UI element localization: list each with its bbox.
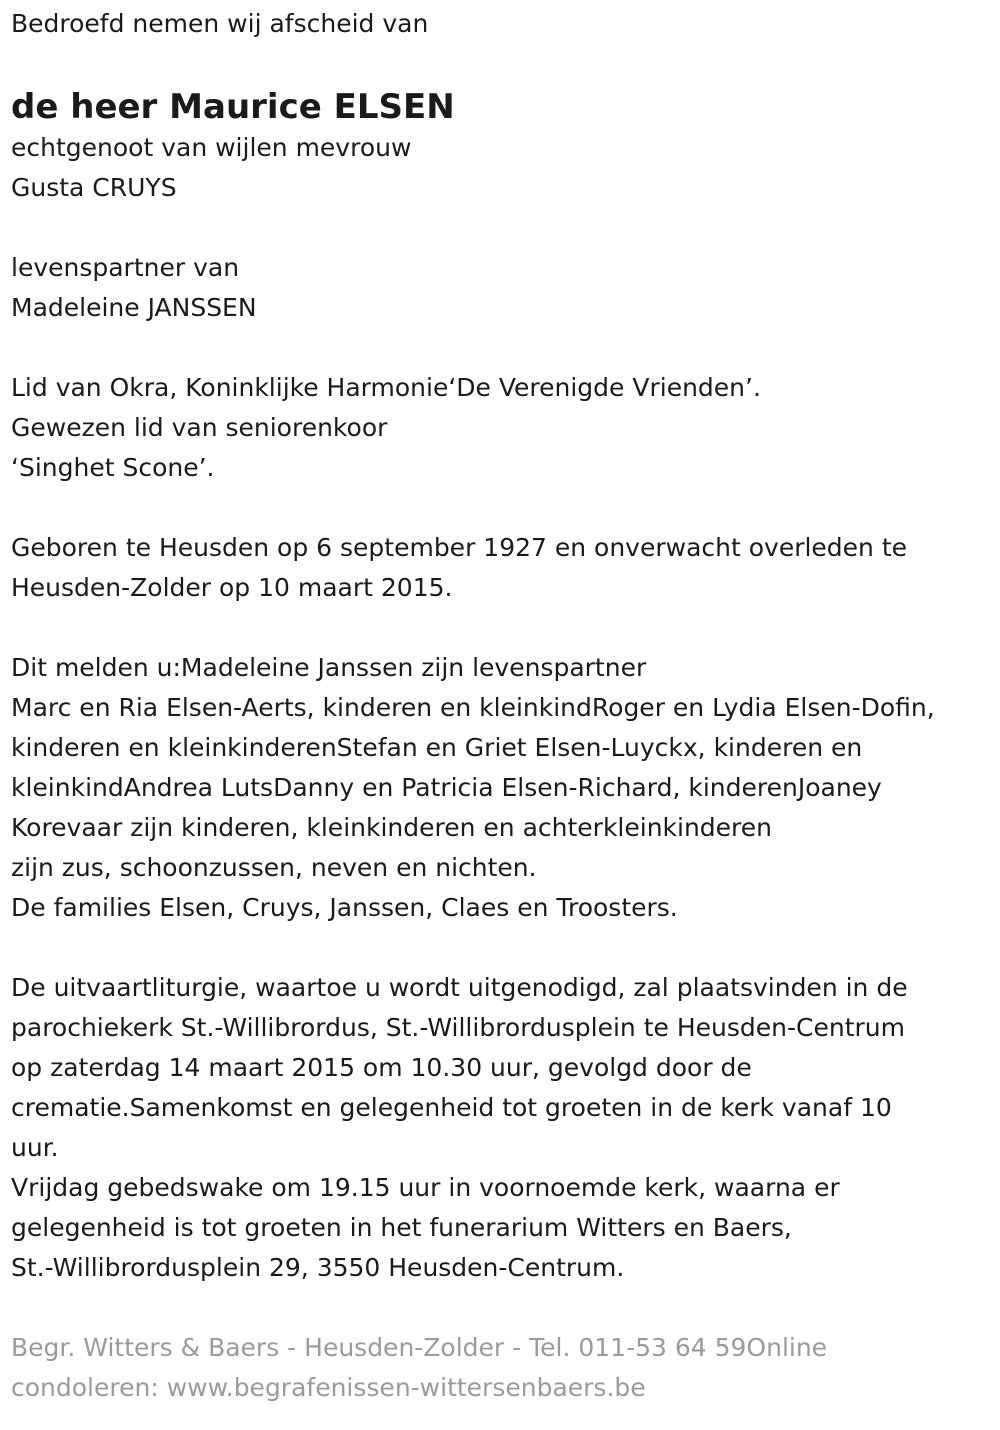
deceased-name: de heer Maurice ELSEN	[11, 87, 455, 127]
intro-text: Bedroefd nemen wij afscheid van	[11, 9, 429, 38]
birth-death-line: Heusden-Zolder op 10 maart 2015.	[11, 573, 453, 602]
family-line: Korevaar zijn kinderen, kleinkinderen en achterkleinkinderen	[11, 813, 773, 842]
funeral-line: De uitvaartliturgie, waartoe u wordt uitgenodigd, zal plaatsvinden in de	[11, 973, 908, 1002]
family-line: Marc en Ria Elsen-Aerts, kinderen en kleinkindRoger en Lydia Elsen-Dofin,	[11, 693, 935, 722]
family-line: kleinkindAndrea LutsDanny en Patricia Elsen-Richard, kinderenJoaney	[11, 773, 882, 802]
funeral-section	[11, 968, 988, 1288]
partner-section	[11, 248, 988, 328]
membership-line: ‘Singhet Scone’.	[11, 453, 215, 482]
funeral-line: Vrijdag gebedswake om 19.15 uur in voornoemde kerk, waarna er	[11, 1173, 840, 1202]
funeral-line: crematie.Samenkomst en gelegenheid tot groeten in de kerk vanaf 10	[11, 1093, 892, 1122]
membership-section	[11, 368, 988, 488]
membership-line: Lid van Okra, Koninklijke Harmonie‘De Verenigde Vrienden’.	[11, 373, 761, 402]
family-line: zijn zus, schoonzussen, neven en nichten.	[11, 853, 537, 882]
funeral-line: St.-Willibrordusplein 29, 3550 Heusden-Centrum.	[11, 1253, 625, 1282]
funeral-line: op zaterdag 14 maart 2015 om 10.30 uur, gevolgd door de	[11, 1053, 752, 1082]
footer-contact: Begr. Witters & Baers - Heusden-Zolder - Tel. 011-53 64 59Online	[11, 1333, 828, 1362]
funeral-line: uur.	[11, 1133, 59, 1162]
spouse-section	[11, 128, 988, 208]
family-line: Dit melden u:Madeleine Janssen zijn levenspartner	[11, 653, 647, 682]
family-line: De families Elsen, Cruys, Janssen, Claes en Troosters.	[11, 893, 678, 922]
membership-line: Gewezen lid van seniorenkoor	[11, 413, 388, 442]
family-line: kinderen en kleinkinderenStefan en Griet Elsen-Luyckx, kinderen en	[11, 733, 863, 762]
family-section	[11, 648, 988, 928]
birth-death-section	[11, 528, 988, 608]
funeral-line: parochiekerk St.-Willibrordus, St.-Willibrordusplein te Heusden-Centrum	[11, 1013, 905, 1042]
footer-website: condoleren: www.begrafenissen-wittersenbaers.be	[11, 1373, 646, 1402]
partner-line: levenspartner van	[11, 253, 240, 282]
spouse-name: Gusta CRUYS	[11, 173, 177, 202]
partner-name: Madeleine JANSSEN	[11, 293, 257, 322]
birth-death-line: Geboren te Heusden op 6 september 1927 en onverwacht overleden te	[11, 533, 908, 562]
funeral-line: gelegenheid is tot groeten in het funerarium Witters en Baers,	[11, 1213, 792, 1242]
spouse-line: echtgenoot van wijlen mevrouw	[11, 133, 412, 162]
footer	[11, 1328, 988, 1408]
